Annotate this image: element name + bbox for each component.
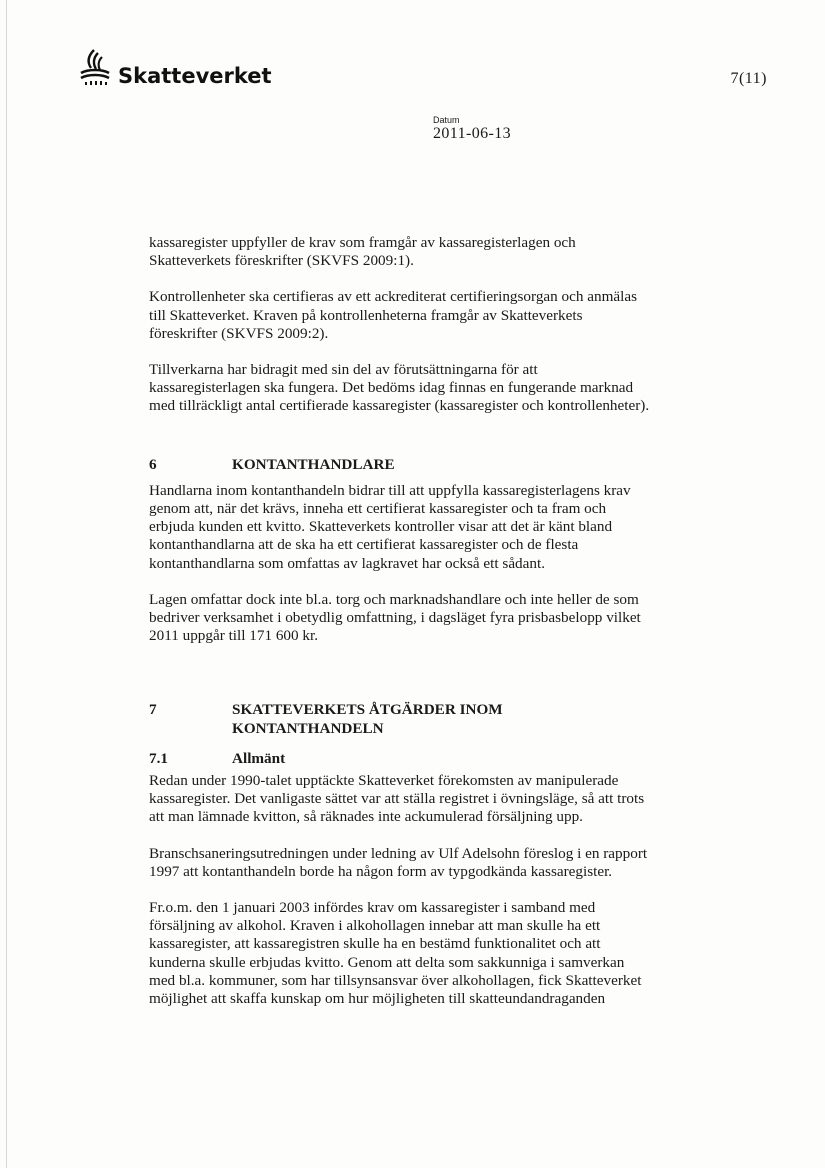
paragraph: Handlarna inom kontanthandeln bidrar till att uppfylla kassaregisterlagens krav genom att, när det krävs, inneha ett certifierat kassaregister och ta fram och erbjuda kunden ett kvitto. Skatteverkets kontroller visar att det är känt bland kontanthandlarna att de ska ha ett certifierat kassaregister och de flesta kontanthandlarna som omfattas av lagkravet har också ett sådant. (149, 481, 631, 572)
section-number: 6 (149, 455, 157, 473)
paragraph: Tillverkarna har bidragit med sin del av förutsättningarna för att kassaregisterlagen ska fungera. Det bedöms idag finnas en fungerande marknad med tillräckligt antal certifierade kassaregister (kassaregister och kontrollenheter). (149, 361, 650, 415)
section-title: SKATTEVERKETS ÅTGÄRDER INOM KONTANTHANDELN (232, 701, 503, 737)
logo-text: Skatteverket (118, 64, 272, 88)
section-7-heading (149, 701, 689, 737)
logo (78, 48, 272, 91)
subsection-number: 7.1 (149, 749, 168, 767)
date-label: Datum (433, 115, 460, 125)
paragraph: Redan under 1990-talet upptäckte Skatteverket förekomsten av manipulerade kassaregister. Det vanligaste sättet var att ställa registret i övningsläge, så att trots att man lämnade kvitton, så räknades inte ackumulerad försäljning upp. (149, 772, 645, 826)
paragraph: Fr.o.m. den 1 januari 2003 infördes krav om kassaregister i samband med försäljning av alkohol. Kraven i alkohollagen innebar att man skulle ha ett kassaregister, att kassaregistren skulle ha en bestämd funktionalitet och att kunderna skulle erbjudas kvitto. Genom att delta som sakkunniga i samverkan med bl.a. kommuner, som har tillsynsansvar över alkohollagen, fick Skatteverket möjlighet att skaffa kunskap om hur möjligheten till skatteundandraganden (149, 899, 642, 1008)
paragraph: Lagen omfattar dock inte bl.a. torg och marknadshandlare och inte heller de som bedriver verksamhet i obetydlig omfattning, i dagsläget fyra prisbasbelopp vilket 2011 uppgår till 171 600 kr. (149, 590, 641, 645)
document-body (149, 234, 689, 1008)
paragraph: kassaregister uppfyller de krav som framgår av kassaregisterlagen och Skatteverkets föreskrifter (SKVFS 2009:1). (149, 234, 576, 270)
paragraph: Branschsaneringsutredningen under ledning av Ulf Adelsohn föreslog i en rapport 1997 att kontanthandeln borde ha någon form av typgodkända kassaregister. (149, 844, 648, 880)
skatteverket-emblem-icon (78, 48, 112, 91)
paragraph: Kontrollenheter ska certifieras av ett ackrediterat certifieringsorgan och anmälas till Skatteverket. Kraven på kontrollenheterna framgår av Skatteverkets föreskrifter (SKVFS 2009:2). (149, 288, 638, 342)
section-title: KONTANTHANDLARE (232, 455, 395, 473)
section-number: 7 (149, 701, 157, 719)
section-6-heading (149, 456, 689, 474)
subsection-7-1-heading (149, 750, 689, 768)
subsection-title: Allmänt (232, 749, 286, 767)
date-value: 2011-06-13 (433, 125, 512, 142)
page-number: 7(11) (730, 70, 767, 87)
scan-edge-line (6, 0, 7, 1168)
